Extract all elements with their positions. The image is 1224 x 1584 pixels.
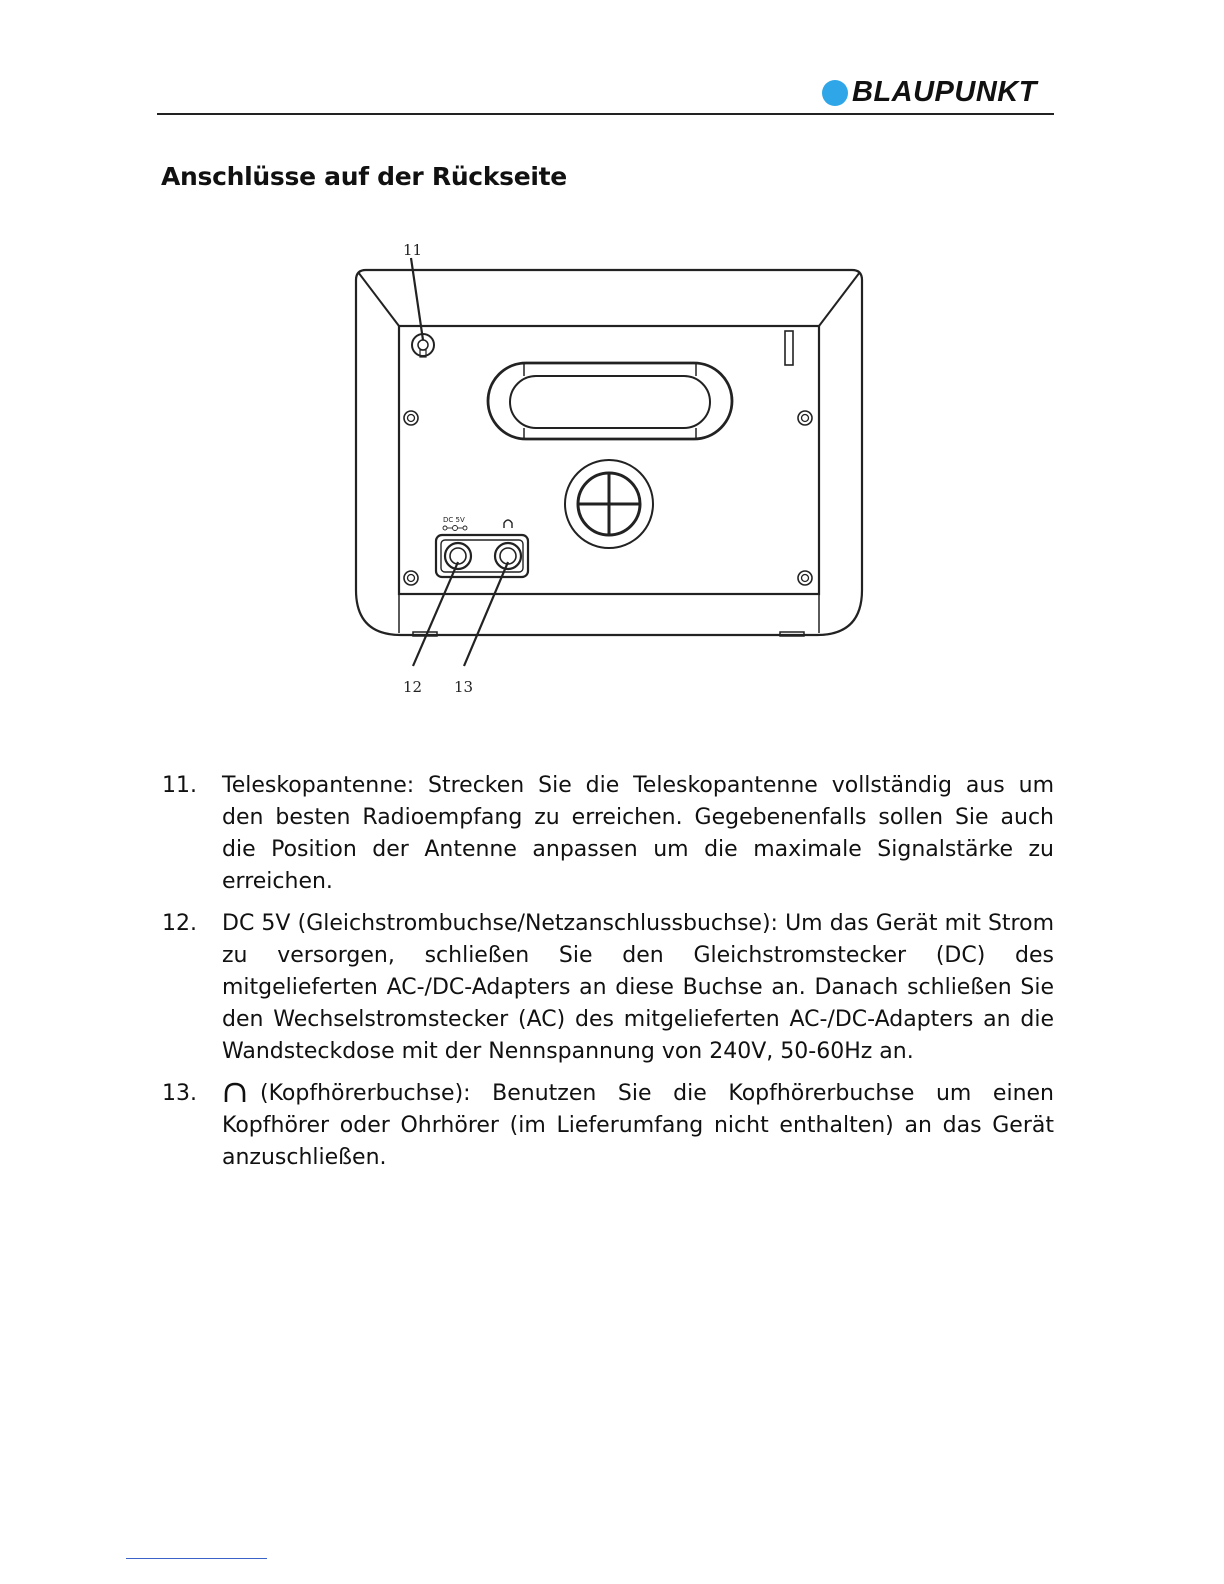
- callout-line-12: [413, 562, 458, 666]
- header-divider: [157, 113, 1054, 115]
- page-title: Anschlüsse auf der Rückseite: [161, 162, 567, 191]
- dc-5v-label: DC 5V: [443, 516, 465, 524]
- callout-13: 13: [454, 678, 474, 696]
- callout-12: 12: [403, 678, 423, 696]
- list-item: [162, 908, 1054, 1068]
- item-text: Teleskopantenne: Strecken Sie die Teleskopantenne vollständig aus um den besten Radioempfang zu erreichen. Gegebenenfalls sollen Sie auch die Position der Antenne anpassen um die maximale Signalstärke zu erreichen.: [222, 773, 1054, 894]
- side-slot: [785, 331, 793, 365]
- item-number: 12.: [162, 911, 197, 936]
- headphone-symbol-icon: [504, 520, 512, 528]
- screw-bottom-right: [798, 571, 812, 585]
- brand-logo-dot: [822, 80, 848, 106]
- screw-top-right: [798, 411, 812, 425]
- item-text: DC 5V (Gleichstrombuchse/Netzanschlussbuchse): Um das Gerät mit Strom zu versorgen, schließen Sie den Gleichstromstecker (DC) des mitgelieferten AC-/DC-Adapters an diese Buchse an. Danach schließen Sie den Wechselstromstecker (AC) des mitgelieferten AC-/DC-Adapters an die Wandsteckdose mit der Nennspannung von 240V, 50-60Hz an.: [222, 911, 1054, 1064]
- item-body: [222, 1078, 1054, 1174]
- brand-name: BLAUPUNKT: [852, 76, 1037, 108]
- radio-back-diagram: [340, 232, 880, 702]
- housing-outline: [356, 270, 862, 635]
- headphone-jack: [495, 543, 521, 569]
- screw-bottom-left: [404, 571, 418, 585]
- list-item: [162, 1078, 1054, 1174]
- screw-top-left: [404, 411, 418, 425]
- dc-polarity-icon: [443, 526, 467, 531]
- connection-list: [162, 770, 1054, 1184]
- list-item: [162, 770, 1054, 898]
- headphone-icon: [222, 1082, 248, 1104]
- item-number: 11.: [162, 773, 197, 798]
- footer-link-underline: [126, 1558, 267, 1559]
- callout-11: 11: [403, 241, 423, 259]
- item-text: (Kopfhörerbuchse): Benutzen Sie die Kopfhörerbuchse um einen Kopfhörer oder Ohrhörer (im Lieferumfang nicht enthalten) an das Gerät anzuschließen.: [222, 1081, 1054, 1170]
- brand-logo: [822, 76, 1037, 109]
- item-number: 13.: [162, 1081, 197, 1106]
- dc-5v-jack: [445, 543, 471, 569]
- carry-handle-inner: [510, 376, 710, 428]
